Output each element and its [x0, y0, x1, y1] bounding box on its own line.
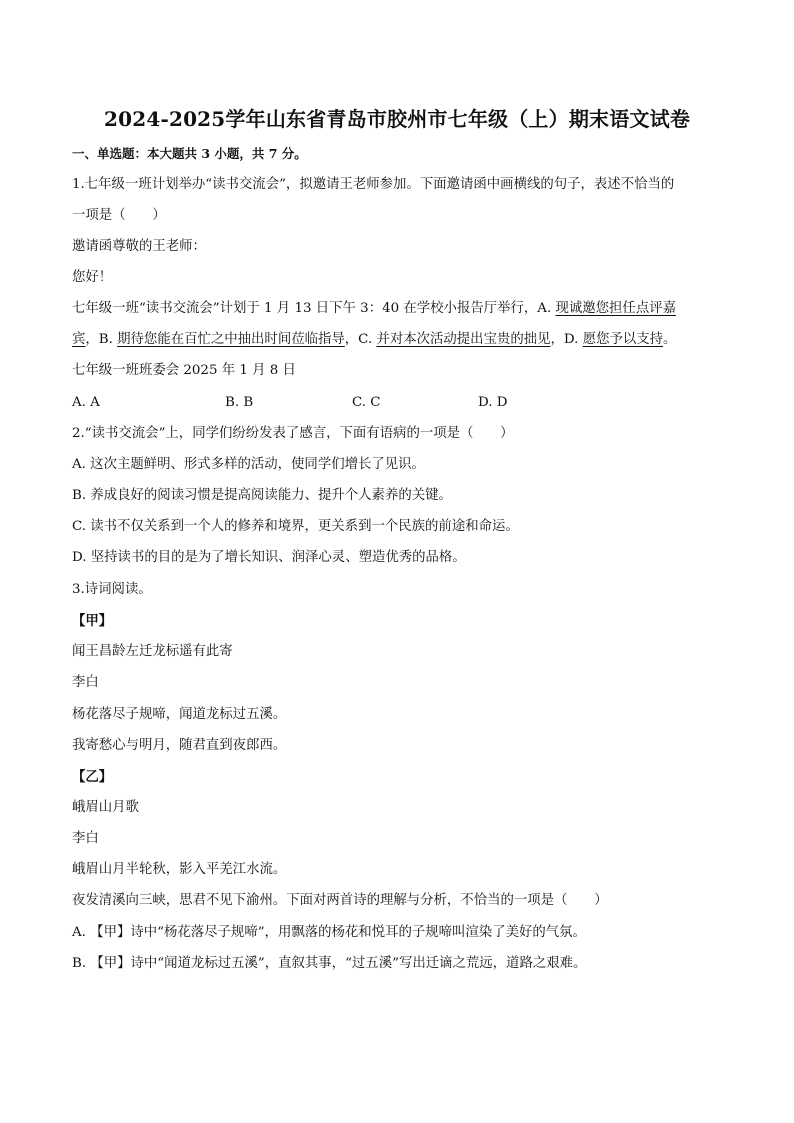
q1-stem-line1: 1.七年级一班计划举办“读书交流会”，拟邀请王老师参加。下面邀请函中画横线的句子，表述不恰当的: [72, 177, 675, 192]
letter-signature: 七年级一班班委会 2025 年 1 月 8 日: [72, 363, 296, 378]
poem1-line1: 杨花落尽子规啼，闻道龙标过五溪。: [72, 707, 287, 722]
poem-yi-label: 【乙】: [72, 769, 113, 785]
q1-option-d: D. D: [478, 395, 508, 410]
q1-option-c: C. C: [352, 395, 381, 410]
exam-title: 2024-2025学年山东省青岛市胶州市七年级（上）期末语文试卷: [103, 107, 691, 131]
letter-title: 邀请函尊敬的王老师：: [72, 239, 206, 254]
poem2-author: 李白: [72, 831, 99, 846]
option-a-underlined-sentence: 现诚邀您担任点评嘉: [555, 301, 676, 316]
option-b-label: ，B.: [85, 332, 118, 347]
option-c-underlined-sentence: 并对本次活动提出宝贵的拙见: [376, 332, 551, 347]
letter-body-line2: [72, 330, 732, 350]
q3-stem: 3.诗词阅读。: [72, 582, 152, 597]
section-heading: 一、单选题：本大题共 3 小题，共 7 分。: [72, 146, 307, 161]
option-b-underlined-sentence: 期待您能在百忙之中抽出时间莅临指导: [117, 332, 345, 347]
poem2-title: 峨眉山月歌: [72, 800, 139, 815]
poem1-author: 李白: [72, 675, 99, 690]
q2-option-a: A. 这次主题鲜明、形式多样的活动，使同学们增长了见识。: [72, 457, 425, 472]
q2-option-b: B. 养成良好的阅读习惯是提高阅读能力、提升个人素养的关键。: [72, 488, 452, 503]
option-a-underlined-end: 宾: [72, 332, 86, 347]
q2-stem: 2.“读书交流会”上，同学们纷纷发表了感言，下面有语病的一项是（ ）: [72, 426, 514, 441]
q3-option-a: A. 【甲】诗中“杨花落尽子规啼”，用飘落的杨花和悦耳的子规啼叫渲染了美好的气氛。: [72, 925, 586, 940]
option-d-underlined-sentence: 愿您予以支持: [582, 332, 664, 347]
poem-jia-label: 【甲】: [72, 613, 113, 629]
letter-greeting: 您好！: [72, 270, 113, 285]
q3-option-b: B. 【甲】诗中“闻道龙标过五溪”，直叙其事，“过五溪”写出迁谪之荒远，道路之艰难。: [72, 956, 587, 971]
q1-stem-line2: 一项是（ ）: [72, 208, 166, 223]
sentence-end: 。: [663, 332, 677, 347]
q1-option-a: A. A: [72, 395, 100, 410]
q1-option-b: B. B: [225, 395, 254, 410]
letter-body-prefix: 七年级一班“读书交流会”计划于 1 月 13 日下午 3：40 在学校小报告厅举行，: [72, 301, 538, 316]
option-d-label: ，D.: [550, 332, 583, 347]
poem1-title: 闻王昌龄左迁龙标遥有此寄: [72, 644, 233, 659]
poem2-line1: 峨眉山月半轮秋，影入平羌江水流。: [72, 862, 287, 877]
q2-option-c: C. 读书不仅关系到一个人的修养和境界，更关系到一个民族的前途和命运。: [72, 519, 519, 534]
q2-option-d: D. 坚持读书的目的是为了增长知识、润泽心灵、塑造优秀的品格。: [72, 550, 466, 565]
letter-body-line1: [72, 299, 732, 319]
option-c-label: ，C.: [344, 332, 377, 347]
option-a-label: A.: [537, 301, 556, 316]
poem2-line2-and-question: 夜发清溪向三峡，思君不见下渝州。下面对两首诗的理解与分析，不恰当的一项是（ ）: [72, 893, 608, 908]
poem1-line2: 我寄愁心与明月，随君直到夜郎西。: [72, 738, 287, 753]
